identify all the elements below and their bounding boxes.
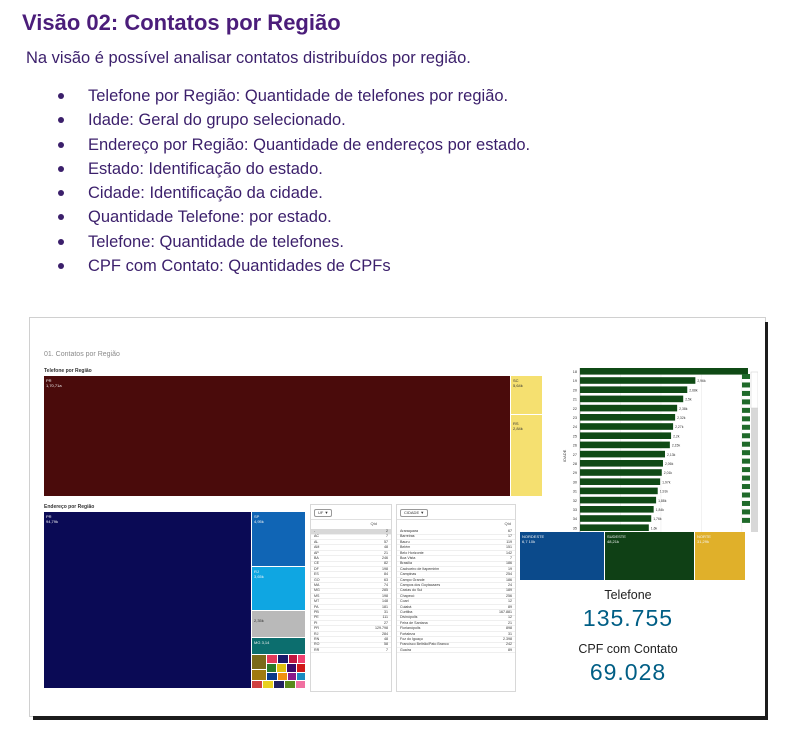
bar-idade-23[interactable] — [580, 414, 675, 421]
bar-category-label: 24 — [572, 425, 577, 430]
table-cell-value: 48 — [384, 545, 388, 550]
table-cell-value: 181 — [382, 604, 388, 609]
dashboard-title: 01. Contatos por Região — [44, 351, 120, 358]
city-col-header: Qtd — [504, 521, 511, 526]
bar-value-label: 2,01k — [663, 471, 673, 476]
table-cell-value: 89 — [508, 647, 512, 652]
address-tile-sp[interactable] — [252, 512, 305, 566]
bar-category-label: 31 — [572, 489, 577, 494]
bar-value-label: 2,2k — [673, 434, 680, 439]
address-treemap-label: Endereço por Região — [44, 504, 95, 510]
table-cell-value: 2.398 — [503, 637, 512, 641]
bar-idade-31[interactable] — [580, 488, 658, 495]
bar-idade-24[interactable] — [580, 423, 673, 430]
bar-value-label: 1,97k — [662, 480, 671, 485]
table-cell-value: 63 — [384, 577, 388, 582]
table-cell-value: 256 — [506, 593, 512, 598]
bar-idade-32[interactable] — [580, 497, 656, 504]
bar-overflow — [742, 501, 750, 506]
page-subtitle: Na visão é possível analisar contatos distribuídos por região. — [26, 49, 471, 67]
address-tile-small[interactable] — [297, 664, 305, 672]
table-cell-key: RR — [314, 647, 320, 652]
tile-label: SUDESTE 48,21k — [607, 534, 626, 544]
table-cell-value: 84 — [384, 572, 388, 577]
tile-label: SP 4,95k — [254, 514, 264, 524]
bar-category-label: 35 — [572, 526, 577, 531]
bullet-text: Idade: Geral do grupo selecionado. — [88, 111, 346, 130]
tile-label: RS 2,84k — [513, 421, 523, 431]
table-cell-key: Florianópolis — [400, 626, 421, 631]
bar-value-label: 2,5k — [685, 397, 692, 402]
city-table-header — [397, 505, 515, 520]
page-title: Visão 02: Contatos por Região — [22, 10, 341, 35]
bar-overflow — [742, 459, 750, 464]
dashboard-screenshot — [30, 318, 765, 716]
bullet-item — [58, 157, 530, 181]
table-cell-value: 284 — [382, 631, 388, 636]
bar-overflow — [742, 476, 750, 481]
tile-label: 2,35k — [254, 618, 264, 623]
bullet-text: Telefone por Região: Quantidade de telefones por região. — [88, 87, 509, 105]
tile-label: SC 5,64k — [513, 378, 523, 388]
table-cell-key: PR — [314, 626, 319, 631]
bullet-item — [58, 254, 530, 278]
table-cell-value: 24 — [508, 583, 512, 587]
tile-label: NORTE 31,29k — [697, 534, 711, 544]
table-cell-value: 82 — [384, 561, 388, 566]
chart-scroll-thumb[interactable] — [751, 372, 758, 408]
table-cell-key: MT — [314, 599, 320, 604]
table-cell-key: Fortaleza — [400, 631, 415, 636]
table-cell-value: 12 — [508, 599, 512, 604]
table-cell-key: Campo Grande — [400, 577, 425, 582]
address-tile-small[interactable] — [263, 681, 273, 688]
table-cell-value: 67 — [508, 529, 512, 533]
address-tile-small[interactable] — [288, 673, 296, 680]
bullet-list — [58, 84, 530, 278]
bar-value-label: 1,91k — [659, 489, 669, 494]
table-cell-key: AM — [314, 545, 320, 550]
table-cell-key: DF — [314, 566, 319, 571]
uf-table — [310, 504, 392, 692]
address-tile-small[interactable] — [252, 670, 266, 680]
bullet-item — [58, 181, 530, 205]
table-cell-value: 119 — [506, 539, 512, 544]
table-cell-value: 129.798 — [375, 626, 388, 631]
bar-value-label: 2,68k — [689, 388, 698, 393]
bullet-text: Telefone: Quantidade de telefones. — [88, 232, 344, 251]
table-row[interactable] — [311, 648, 391, 654]
kpi-cpf-value: 69.028 — [589, 659, 667, 685]
table-cell-value: 21 — [508, 620, 512, 625]
bar-category-label: 30 — [572, 480, 577, 485]
table-cell-key: Caxias do Sul — [400, 588, 423, 593]
address-tile-small[interactable] — [277, 664, 286, 672]
region-tile-nordeste[interactable] — [520, 532, 604, 580]
address-tile-small[interactable] — [252, 655, 266, 669]
bullet-dot-icon — [58, 117, 64, 123]
tile-label: MG 3,14 — [254, 640, 270, 645]
bar-value-label: 2,38k — [679, 406, 688, 411]
bullet-item — [58, 205, 530, 229]
kpi-phone-label: Telefone — [604, 588, 652, 602]
phone-tile-rs[interactable] — [511, 415, 542, 496]
uf-filter-dropdown[interactable]: UF ▼ — [314, 509, 332, 517]
bar-idade-26[interactable] — [580, 442, 670, 449]
address-tile-small[interactable] — [298, 655, 305, 663]
table-cell-value: 21 — [384, 550, 388, 555]
table-cell-key: Bauru — [400, 539, 410, 544]
bar-value-label: 2,15k — [671, 443, 681, 448]
bar-category-label: 23 — [572, 416, 577, 420]
table-cell-key: PA — [314, 604, 319, 609]
bullet-item — [58, 133, 530, 157]
table-cell-value: 58 — [384, 642, 388, 647]
table-cell-value: 74 — [384, 583, 388, 587]
bar-category-label: 33 — [572, 508, 577, 512]
table-cell-key: AP — [314, 550, 319, 555]
bar-overflow — [742, 374, 750, 379]
table-cell-value: 57 — [384, 539, 388, 544]
bar-value-label: 1,84k — [655, 508, 664, 512]
table-cell-key: Divinópolis — [400, 615, 418, 620]
bar-value-label: 1,76k — [653, 517, 662, 522]
table-cell-key: AC — [314, 534, 319, 539]
table-cell-value: 198 — [382, 593, 388, 598]
bar-overflow — [742, 442, 750, 447]
table-cell-value: 31 — [508, 631, 512, 636]
table-cell-value: 246 — [382, 556, 388, 560]
table-cell-value: 186 — [506, 561, 512, 566]
address-tile-small[interactable] — [296, 681, 305, 688]
table-cell-value: 19 — [508, 566, 512, 571]
table-cell-value: 254 — [506, 572, 512, 577]
table-cell-key: Francisco Beltrão/Pato Branco — [400, 642, 449, 647]
bar-category-label: 29 — [572, 471, 577, 476]
tile-label: NORDESTE 6,7 10k — [522, 534, 545, 544]
bar-idade-22[interactable] — [580, 405, 677, 412]
city-filter-dropdown[interactable]: CIDADE ▼ — [400, 509, 428, 517]
table-cell-value: 111 — [382, 615, 388, 620]
bar-category-label: 32 — [572, 498, 577, 503]
table-cell-value: 142 — [506, 550, 512, 555]
bar-idade-35[interactable] — [580, 524, 649, 531]
table-cell-key: Cuiabá — [400, 604, 412, 609]
phone-tile-pr[interactable] — [44, 376, 510, 496]
table-cell-value: 7 — [510, 556, 512, 560]
address-tile-mg[interactable] — [252, 638, 305, 654]
table-cell-key: MA — [314, 583, 320, 587]
bar-category-label: 22 — [572, 406, 577, 411]
bar-category-label: 26 — [572, 443, 577, 448]
table-cell-key: Araraquara — [400, 529, 418, 533]
bar-overflow — [742, 450, 750, 455]
table-cell-key: Boa Vista — [400, 556, 416, 560]
kpi-phone-value: 135.755 — [582, 605, 674, 631]
bar-value-label: 2,13k — [667, 452, 676, 457]
table-cell-key: Brasília — [400, 561, 412, 566]
bullet-text: Quantidade Telefone: por estado. — [88, 208, 332, 227]
bar-idade-28[interactable] — [580, 460, 663, 467]
table-cell-key: Curitiba — [400, 610, 413, 614]
bar-value-label: 1,88k — [658, 498, 667, 503]
bar-overflow — [742, 399, 750, 404]
table-cell-key: MS — [314, 593, 320, 598]
address-tile-small[interactable] — [278, 673, 287, 680]
bar-overflow — [742, 433, 750, 438]
table-cell-value: 48 — [384, 637, 388, 641]
bar-category-label: 18 — [572, 370, 577, 374]
bar-category-label: 34 — [572, 517, 577, 522]
table-cell-value: 242 — [506, 642, 512, 647]
bar-category-label: 27 — [572, 452, 577, 457]
table-cell-key: MG — [314, 588, 320, 593]
bar-value-label: 1,6k — [650, 526, 658, 531]
table-cell-key: Belém — [400, 545, 411, 550]
address-tile-pr[interactable] — [44, 512, 251, 688]
bar-category-label: 20 — [572, 388, 577, 393]
table-cell-value: 89 — [508, 604, 512, 609]
table-cell-key: Belo Horizonte — [400, 550, 424, 555]
uf-table-header — [311, 505, 391, 520]
table-cell-key: PI — [314, 620, 318, 625]
table-row[interactable] — [397, 648, 515, 654]
tile-label: PR 1,70,71a — [46, 378, 62, 388]
address-tile-small[interactable] — [267, 673, 277, 680]
bullet-text: Estado: Identificação do estado. — [88, 159, 323, 178]
address-tile-small[interactable] — [267, 664, 276, 672]
table-cell-value: 189 — [506, 588, 512, 593]
bar-idade-19[interactable] — [580, 377, 695, 384]
table-cell-key: Feira de Santana — [400, 620, 428, 625]
table-cell-value: 27 — [384, 620, 388, 625]
bar-value-label: 2,27k — [675, 425, 684, 430]
table-cell-value: 2 — [386, 529, 388, 533]
bar-value-label: 2,06k — [664, 462, 674, 466]
table-cell-key: AL — [314, 539, 319, 544]
bar-idade-18[interactable] — [580, 368, 748, 375]
address-tile-rj[interactable] — [252, 567, 305, 610]
table-cell-key: Barreiras — [400, 534, 415, 539]
table-cell-key: Guaíra — [400, 647, 411, 652]
bar-category-label: 28 — [572, 462, 577, 466]
bar-overflow — [742, 509, 750, 514]
phone-tile-sc[interactable] — [511, 376, 542, 414]
table-cell-value: 7 — [386, 647, 388, 652]
bullet-text: Endereço por Região: Quantidade de endereços por estado. — [88, 135, 531, 154]
tile-label: PR 94,79k — [46, 514, 59, 524]
table-cell-key: Campinas — [400, 572, 417, 577]
bar-overflow — [742, 391, 750, 396]
bar-idade-30[interactable] — [580, 478, 660, 485]
bar-idade-27[interactable] — [580, 451, 665, 458]
table-cell-key: Campos dos Goytacazes — [400, 583, 441, 587]
bar-category-label: 21 — [572, 397, 577, 402]
table-cell-key: Chapecó — [400, 593, 415, 598]
bullet-text: Cidade: Identificação da cidade. — [88, 184, 323, 203]
bullet-dot-icon — [58, 263, 64, 269]
table-cell-value: 151 — [506, 545, 512, 550]
bullet-dot-icon — [58, 142, 64, 148]
bar-idade-34[interactable] — [580, 515, 651, 522]
bar-overflow — [742, 416, 750, 421]
uf-col-header: Qtd — [370, 521, 377, 526]
region-tile-sudeste[interactable] — [605, 532, 694, 580]
bullet-item — [58, 84, 530, 108]
bar-value-label: 2,96k — [697, 379, 706, 384]
address-tile-small[interactable] — [252, 681, 262, 688]
bullet-dot-icon — [58, 239, 64, 245]
table-cell-value: 17 — [508, 534, 512, 539]
address-tile-small[interactable] — [285, 681, 295, 688]
table-cell-value: 148 — [382, 599, 388, 604]
bar-value-label: 2,32k — [677, 416, 686, 420]
table-cell-key: BA — [314, 556, 319, 560]
address-tile-gray[interactable] — [252, 611, 305, 637]
bullet-dot-icon — [58, 93, 64, 99]
phone-treemap-label: Telefone por Região — [44, 368, 92, 374]
table-cell-value: 186 — [506, 577, 512, 582]
address-tile-small[interactable] — [287, 664, 296, 672]
table-cell-value: 167.881 — [499, 610, 512, 614]
bar-category-label: 19 — [572, 379, 577, 384]
table-cell-key: Cachoeiro de Itapemirim — [400, 566, 440, 571]
address-tile-small[interactable] — [278, 655, 288, 663]
table-cell-key: RN — [314, 637, 320, 641]
bullet-dot-icon — [58, 190, 64, 196]
address-tile-small[interactable] — [267, 655, 277, 663]
tile-label: RJ 3,65k — [254, 569, 264, 579]
table-cell-key: RJ — [314, 631, 319, 636]
idade-bar-chart — [546, 362, 758, 532]
bullet-item — [58, 230, 530, 254]
table-cell-value: 7 — [386, 534, 388, 539]
address-tile-small[interactable] — [297, 673, 305, 680]
table-cell-key: CE — [314, 561, 319, 566]
region-tile-norte[interactable] — [695, 532, 745, 580]
table-cell-key: PE — [314, 615, 319, 620]
table-cell-value: 12 — [508, 615, 512, 620]
table-cell-value: 31 — [384, 610, 388, 614]
bar-idade-25[interactable] — [580, 432, 671, 439]
bar-overflow — [742, 408, 750, 413]
table-cell-key: Foz do Iguaçu — [400, 637, 423, 641]
table-cell-value: 198 — [382, 566, 388, 571]
bullet-item — [58, 108, 530, 132]
bullet-text: CPF com Contato: Quantidades de CPFs — [88, 257, 391, 276]
address-tile-small[interactable] — [289, 655, 297, 663]
city-table — [396, 504, 516, 692]
bar-overflow — [742, 382, 750, 387]
bullet-dot-icon — [58, 166, 64, 172]
table-cell-value: 898 — [506, 626, 512, 631]
y-axis-label: IDADE — [562, 449, 567, 462]
table-cell-value: 285 — [382, 588, 388, 593]
bar-overflow — [742, 518, 750, 523]
bar-idade-29[interactable] — [580, 469, 662, 476]
table-cell-key: - — [314, 529, 316, 533]
table-cell-key: PB — [314, 610, 319, 614]
table-cell-key: RO — [314, 642, 320, 647]
bar-overflow — [742, 484, 750, 489]
bar-idade-21[interactable] — [580, 396, 683, 403]
table-cell-key: GO — [314, 577, 320, 582]
address-tile-small[interactable] — [274, 681, 284, 688]
bar-idade-33[interactable] — [580, 506, 654, 513]
bar-overflow — [742, 467, 750, 472]
bar-overflow — [742, 425, 750, 430]
kpi-cpf-label: CPF com Contato — [578, 642, 678, 656]
bullet-dot-icon — [58, 214, 64, 220]
bar-idade-20[interactable] — [580, 386, 687, 393]
table-cell-key: Coari — [400, 599, 409, 604]
bar-category-label: 25 — [572, 434, 577, 439]
bar-overflow — [742, 492, 750, 497]
table-cell-key: ES — [314, 572, 319, 577]
